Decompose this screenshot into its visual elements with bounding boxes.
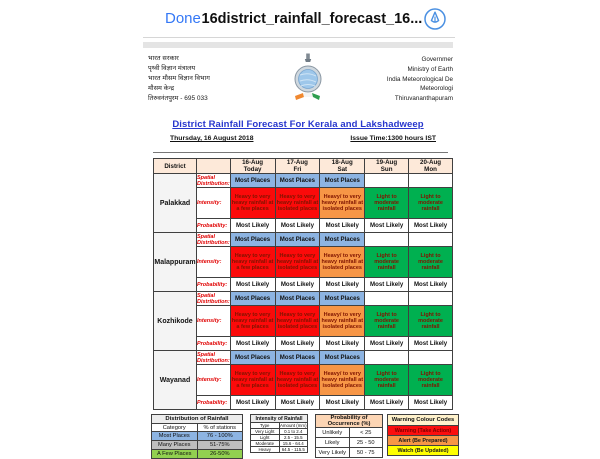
forecast-row bbox=[154, 233, 453, 247]
warning-codes-table bbox=[387, 414, 459, 456]
district-name: Kozhikode bbox=[154, 292, 197, 351]
legend-row bbox=[152, 441, 243, 450]
forecast-cell: Light to moderate rainfall bbox=[365, 188, 409, 219]
distribution-table bbox=[151, 414, 243, 459]
issue-time: Issue Time:1300 hours IST bbox=[350, 135, 436, 142]
forecast-cell: Most Likely bbox=[320, 278, 365, 292]
date-column-header bbox=[409, 159, 453, 174]
legend-title: Intensity of Rainfall bbox=[251, 415, 308, 423]
legend-category: Many Places bbox=[152, 441, 198, 450]
legend-type: Light bbox=[251, 435, 280, 441]
legend-header: % of stations bbox=[197, 424, 243, 432]
legend-amount: 2.5 - 15.5 bbox=[279, 435, 308, 441]
forecast-cell bbox=[409, 174, 453, 188]
row-label: Intensity: bbox=[196, 247, 230, 278]
legend-title: Distribution of Rainfall bbox=[152, 415, 243, 424]
row-label: Intensity: bbox=[196, 306, 230, 337]
forecast-row bbox=[154, 292, 453, 306]
forecast-cell: Heavy/ to very heavy rainfall at isolated places bbox=[320, 247, 365, 278]
cell bbox=[251, 415, 308, 423]
column-day: Fri bbox=[293, 166, 302, 173]
forecast-row bbox=[154, 278, 453, 292]
forecast-cell: Heavy to very heavy rainfall at isolated places bbox=[275, 306, 320, 337]
row-label: Spatial Distribution: bbox=[196, 174, 230, 187]
forecast-cell: Heavy to very heavy rainfall at isolated places bbox=[275, 188, 320, 219]
row-label: Spatial Distribution: bbox=[196, 351, 230, 364]
legend-row bbox=[388, 446, 459, 456]
forecast-cell: Most Likely bbox=[320, 219, 365, 233]
letterhead-english: Governmer Ministry of Earth India Meteorological De Meteorologi Thiruvananthapuram bbox=[386, 56, 453, 103]
legend-value: 76 - 100% bbox=[197, 432, 243, 441]
forecast-cell: Most Likely bbox=[230, 278, 275, 292]
row-label: Probability: bbox=[196, 278, 230, 292]
pdf-page bbox=[143, 48, 455, 457]
column-day: Sun bbox=[380, 166, 393, 173]
forecast-cell: Heavy to very heavy rainfall at a few places bbox=[230, 306, 275, 337]
legend-row bbox=[152, 432, 243, 441]
forecast-cell: Heavy to very heavy rainfall at a few places bbox=[230, 247, 275, 278]
intensity-table bbox=[250, 414, 308, 453]
cell bbox=[388, 415, 459, 426]
column-day: Mon bbox=[424, 166, 437, 173]
column-date: 18-Aug bbox=[331, 159, 353, 166]
forecast-cell: Most Likely bbox=[409, 396, 453, 410]
legend-row bbox=[316, 428, 383, 438]
column-date: 19-Aug bbox=[376, 159, 398, 166]
column-day: Sat bbox=[337, 166, 348, 173]
forecast-row bbox=[154, 396, 453, 410]
forecast-cell: Most Likely bbox=[230, 396, 275, 410]
legend-type: Heavy bbox=[251, 447, 280, 453]
row-label: Spatial Distribution: bbox=[196, 233, 230, 246]
forecast-cell: Heavy/ to very heavy rainfall at isolated places bbox=[320, 306, 365, 337]
legend-label: Very Likely bbox=[316, 448, 350, 458]
cell bbox=[251, 423, 308, 429]
forecast-cell: Most Places bbox=[230, 233, 275, 247]
forecast-row bbox=[154, 247, 453, 278]
legend-value: 50 - 75 bbox=[349, 448, 383, 458]
legend-value: 25 - 50 bbox=[349, 438, 383, 448]
legend-header: Type bbox=[251, 423, 280, 429]
forecast-cell: Most Likely bbox=[230, 337, 275, 351]
forecast-header-row bbox=[154, 159, 453, 174]
warning-code: Warning (Take Action) bbox=[388, 426, 459, 436]
forecast-cell: Heavy to very heavy rainfall at isolated places bbox=[275, 247, 320, 278]
forecast-cell: Most Likely bbox=[275, 337, 320, 351]
forecast-cell: Heavy to very heavy rainfall at a few places bbox=[230, 188, 275, 219]
forecast-cell: Light to moderate rainfall bbox=[365, 306, 409, 337]
warning-code: Alert (Be Prepared) bbox=[388, 436, 459, 446]
imd-emblem-icon bbox=[294, 52, 322, 111]
legend-row bbox=[152, 450, 243, 459]
document-filename: 16district_rainfall_forecast_16... bbox=[201, 10, 423, 27]
forecast-row bbox=[154, 351, 453, 365]
district-name: Palakkad bbox=[154, 174, 197, 233]
row-label: Intensity: bbox=[196, 365, 230, 396]
legend-row bbox=[316, 448, 383, 458]
legend-amount: 64.5 - 115.5 bbox=[279, 447, 308, 453]
forecast-cell: Light to moderate rainfall bbox=[409, 188, 453, 219]
letterhead-hindi: भारत सरकार पृथ्वी विज्ञान मंत्रालय भारत मौसम विज्ञान विभाग मौसम केन्द्र तिरुवनंतपुरम - 695 033 bbox=[148, 55, 210, 102]
warning-code: Watch (Be Updated) bbox=[388, 446, 459, 456]
forecast-cell bbox=[409, 351, 453, 365]
row-label: Probability: bbox=[196, 219, 230, 233]
forecast-row bbox=[154, 174, 453, 188]
row-label: Spatial Distribution: bbox=[196, 292, 230, 305]
forecast-cell: Light to moderate rainfall bbox=[409, 306, 453, 337]
row-label: Probability: bbox=[196, 337, 230, 351]
legend-value: 26-50% bbox=[197, 450, 243, 459]
forecast-cell: Most Places bbox=[275, 292, 320, 306]
cell bbox=[152, 424, 243, 432]
forecast-cell: Most Likely bbox=[275, 219, 320, 233]
legend-probability bbox=[315, 414, 383, 458]
legend-amount: 0.1 to 2.4 bbox=[279, 429, 308, 435]
column-date: 20-Aug bbox=[420, 159, 442, 166]
forecast-cell: Most Places bbox=[230, 292, 275, 306]
markup-pen-circle-icon[interactable] bbox=[423, 7, 447, 31]
forecast-cell: Most Likely bbox=[365, 278, 409, 292]
forecast-cell bbox=[365, 292, 409, 306]
forecast-cell: Most Likely bbox=[409, 337, 453, 351]
legend-title: Probability of Occurrence (%) bbox=[316, 415, 383, 428]
legend-category: Most Places bbox=[152, 432, 198, 441]
legend-title: Warning Colour Codes bbox=[388, 415, 459, 426]
legend-category: A Few Places bbox=[152, 450, 198, 459]
forecast-row bbox=[154, 365, 453, 396]
blank-header bbox=[196, 159, 230, 174]
forecast-cell: Most Places bbox=[275, 174, 320, 188]
legend-label: Unlikely bbox=[316, 428, 350, 438]
forecast-cell: Heavy/ to very heavy rainfall at isolated places bbox=[320, 365, 365, 396]
forecast-cell: Most Places bbox=[230, 174, 275, 188]
cell bbox=[152, 415, 243, 424]
forecast-cell: Most Likely bbox=[365, 219, 409, 233]
forecast-cell: Most Places bbox=[275, 351, 320, 365]
forecast-cell: Most Likely bbox=[275, 278, 320, 292]
forecast-row bbox=[154, 219, 453, 233]
forecast-cell: Heavy to very heavy rainfall at a few places bbox=[230, 365, 275, 396]
forecast-cell: Most Likely bbox=[230, 219, 275, 233]
forecast-cell: Most Likely bbox=[275, 396, 320, 410]
forecast-cell: Most Places bbox=[320, 292, 365, 306]
viewer-toolbar bbox=[143, 0, 455, 38]
forecast-date: Thursday, 16 August 2018 bbox=[170, 135, 254, 142]
document-title: District Rainfall Forecast For Kerala and Lakshadweep bbox=[172, 119, 424, 130]
forecast-cell: Light to moderate rainfall bbox=[409, 247, 453, 278]
forecast-cell: Light to moderate rainfall bbox=[365, 247, 409, 278]
forecast-cell: Most Likely bbox=[409, 278, 453, 292]
district-name: Malappuram bbox=[154, 233, 197, 292]
forecast-cell: Most Likely bbox=[365, 396, 409, 410]
legend-row bbox=[388, 426, 459, 436]
legend-type: Moderate bbox=[251, 441, 280, 447]
legend-intensity bbox=[250, 414, 308, 453]
forecast-cell: Heavy/ to very heavy rainfall at isolated places bbox=[320, 188, 365, 219]
date-column-header bbox=[275, 159, 320, 174]
forecast-cell: Light to moderate rainfall bbox=[365, 365, 409, 396]
date-column-header bbox=[320, 159, 365, 174]
forecast-cell: Most Places bbox=[320, 351, 365, 365]
legend-label: Likely bbox=[316, 438, 350, 448]
legend-row bbox=[251, 447, 308, 453]
district-name: Wayanad bbox=[154, 351, 197, 410]
legend-header: Category bbox=[152, 424, 198, 432]
forecast-cell bbox=[409, 292, 453, 306]
forecast-cell: Most Likely bbox=[365, 337, 409, 351]
forecast-cell: Most Likely bbox=[409, 219, 453, 233]
forecast-row bbox=[154, 337, 453, 351]
legend-type: Very Light bbox=[251, 429, 280, 435]
forecast-cell: Heavy to very heavy rainfall at isolated places bbox=[275, 365, 320, 396]
forecast-cell: Most Likely bbox=[320, 337, 365, 351]
legend-header: Amount (mm) bbox=[279, 423, 307, 428]
forecast-table-container bbox=[153, 158, 453, 410]
forecast-cell bbox=[365, 233, 409, 247]
legend-warning-codes bbox=[387, 414, 459, 456]
date-column-header bbox=[230, 159, 275, 174]
date-issue-row bbox=[170, 135, 436, 142]
probability-table bbox=[315, 414, 383, 458]
forecast-cell bbox=[409, 233, 453, 247]
forecast-cell: Most Places bbox=[320, 233, 365, 247]
legend-row bbox=[388, 436, 459, 446]
forecast-cell: Light to moderate rainfall bbox=[409, 365, 453, 396]
forecast-cell: Most Places bbox=[320, 174, 365, 188]
divider bbox=[153, 152, 448, 153]
forecast-table bbox=[153, 158, 453, 410]
forecast-row bbox=[154, 188, 453, 219]
row-label: Intensity: bbox=[196, 188, 230, 219]
forecast-row bbox=[154, 306, 453, 337]
district-column-header: District bbox=[154, 159, 197, 174]
legend-value: < 25 bbox=[349, 428, 383, 438]
column-day: Today bbox=[243, 166, 262, 173]
legend-distribution bbox=[151, 414, 243, 459]
legend-row bbox=[316, 438, 383, 448]
legend-amount: 15.6 - 64.4 bbox=[279, 441, 308, 447]
forecast-cell: Most Places bbox=[230, 351, 275, 365]
date-column-header bbox=[365, 159, 409, 174]
done-button[interactable]: Done bbox=[165, 10, 201, 27]
forecast-cell bbox=[365, 174, 409, 188]
row-label: Probability: bbox=[196, 396, 230, 410]
cell bbox=[316, 415, 383, 428]
column-date: 17-Aug bbox=[286, 159, 308, 166]
forecast-cell bbox=[365, 351, 409, 365]
forecast-cell: Most Likely bbox=[320, 396, 365, 410]
column-date: 16-Aug bbox=[242, 159, 264, 166]
forecast-cell: Most Places bbox=[275, 233, 320, 247]
legend-value: 51-75% bbox=[197, 441, 243, 450]
